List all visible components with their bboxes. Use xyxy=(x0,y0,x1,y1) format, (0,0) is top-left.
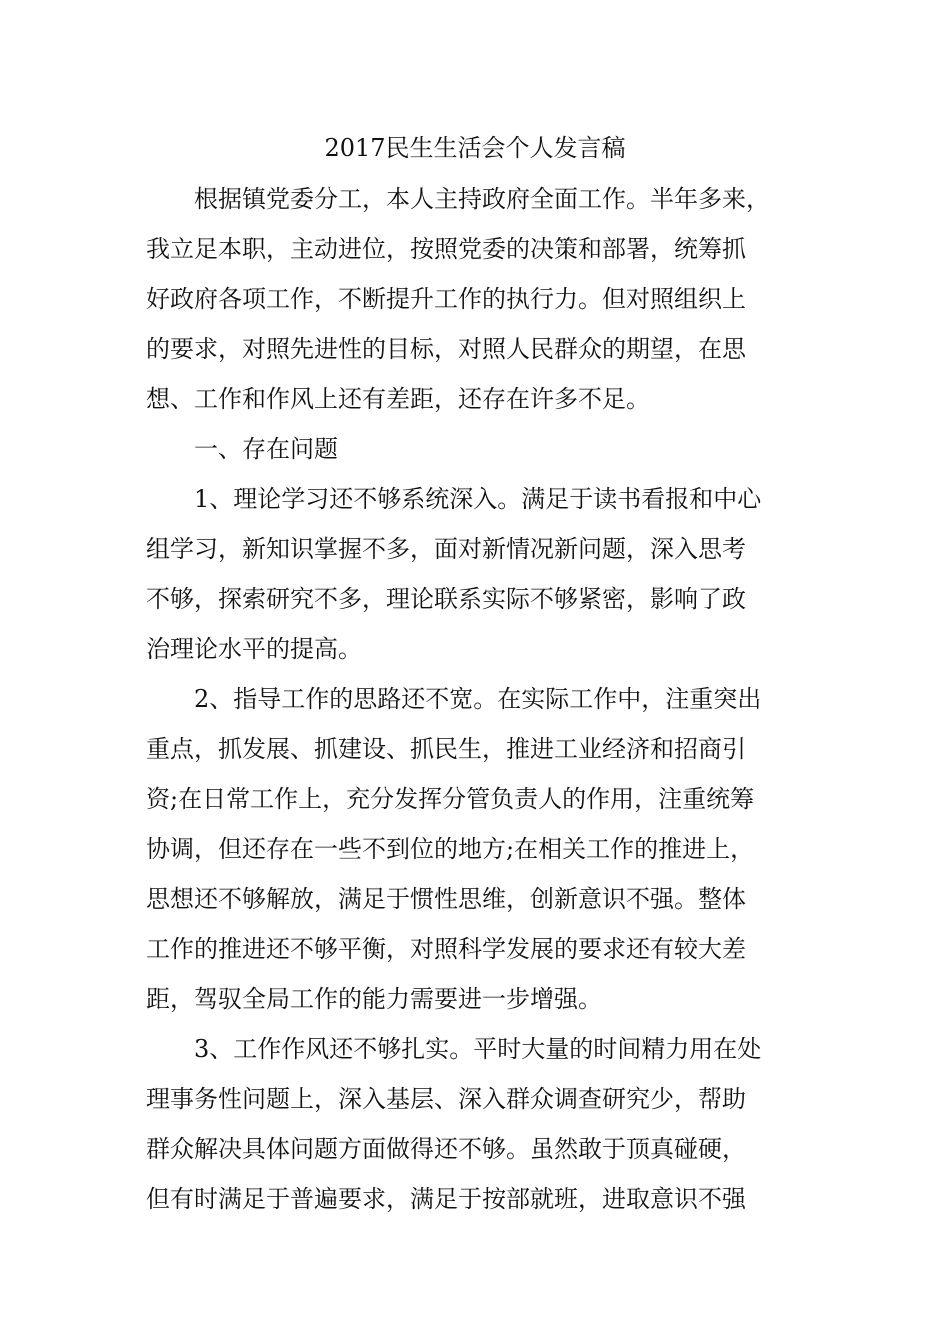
paragraph-line: 的要求，对照先进性的目标，对照人民群众的期望，在思 xyxy=(146,335,746,363)
paragraph-line: 2、指导工作的思路还不宽。在实际工作中，注重突出 xyxy=(194,685,762,713)
paragraph-line: 好政府各项工作，不断提升工作的执行力。但对照组织上 xyxy=(146,285,746,313)
paragraph-line: 思想还不够解放，满足于惯性思维，创新意识不强。整体 xyxy=(146,885,746,913)
paragraph-line: 群众解决具体问题方面做得还不够。虽然敢于顶真碰硬， xyxy=(146,1135,746,1163)
paragraph-line: 根据镇党委分工，本人主持政府全面工作。半年多来， xyxy=(194,185,770,213)
paragraph-line: 协调，但还存在一些不到位的地方;在相关工作的推进上， xyxy=(146,835,755,863)
paragraph-line: 我立足本职，主动进位，按照党委的决策和部署，统筹抓 xyxy=(146,235,746,263)
section-heading: 一、存在问题 xyxy=(194,435,338,463)
paragraph-line: 想、工作和作风上还有差距，还存在许多不足。 xyxy=(146,385,650,413)
paragraph-line: 工作的推进还不够平衡，对照科学发展的要求还有较大差 xyxy=(146,935,746,963)
paragraph-line: 距，驾驭全局工作的能力需要进一步增强。 xyxy=(146,985,602,1013)
paragraph-line: 重点，抓发展、抓建设、抓民生，推进工业经济和招商引 xyxy=(146,735,746,763)
paragraph-line: 治理论水平的提高。 xyxy=(146,635,362,663)
paragraph-line: 1、理论学习还不够系统深入。满足于读书看报和中心 xyxy=(194,485,762,513)
paragraph-line: 不够，探索研究不多，理论联系实际不够紧密，影响了政 xyxy=(146,585,746,613)
paragraph-line: 组学习，新知识掌握不多，面对新情况新问题，深入思考 xyxy=(146,535,746,563)
paragraph-line: 3、工作作风还不够扎实。平时大量的时间精力用在处 xyxy=(194,1035,762,1063)
paragraph-line: 但有时满足于普遍要求，满足于按部就班，进取意识不强 xyxy=(146,1185,746,1213)
paragraph-line: 理事务性问题上，深入基层、深入群众调查研究少，帮助 xyxy=(146,1085,746,1113)
paragraph-line: 资;在日常工作上，充分发挥分管负责人的作用，注重统筹 xyxy=(146,785,755,813)
document-title: 2017民生生活会个人发言稿 xyxy=(324,134,626,162)
